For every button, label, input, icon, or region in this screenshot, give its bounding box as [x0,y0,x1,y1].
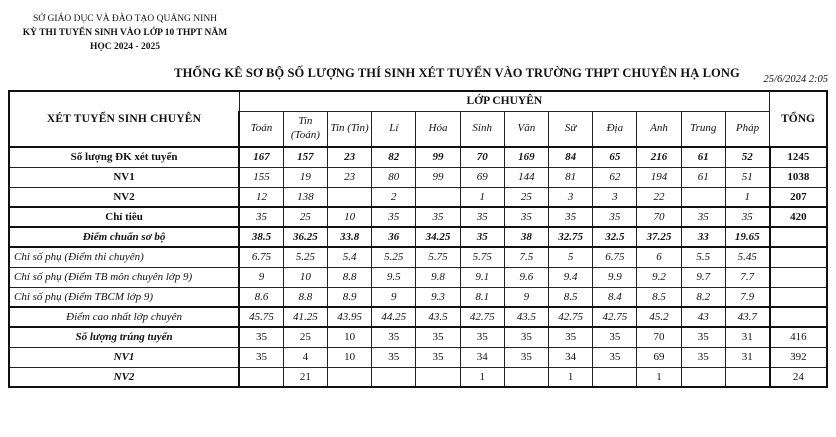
value-cell: 9 [239,267,283,287]
value-cell: 32.5 [593,227,637,247]
value-cell: 8.1 [460,287,504,307]
exam-name-line2: HỌC 2024 - 2025 [90,41,160,52]
total-cell: 392 [770,347,827,367]
value-cell: 52 [725,147,769,167]
value-cell: 35 [504,347,548,367]
row-label: Điểm chuẩn sơ bộ [9,227,239,247]
table-row [9,167,827,187]
value-cell: 42.75 [593,307,637,327]
total-cell [770,307,827,327]
value-cell: 42.75 [549,307,593,327]
value-cell: 22 [637,187,681,207]
value-cell [593,367,637,387]
row-label: Chỉ số phụ (Điểm TB môn chuyên lớp 9) [9,267,239,287]
value-cell: 8.9 [328,287,372,307]
value-cell: 34 [549,347,593,367]
value-cell: 35 [549,327,593,347]
table-row [9,187,827,207]
value-cell: 41.25 [283,307,327,327]
value-cell: 2 [372,187,416,207]
column-header: Tin (Toán) [283,111,327,147]
value-cell: 35 [239,207,283,227]
table-body [9,147,827,387]
value-cell: 81 [549,167,593,187]
row-label: Số lượng trúng tuyển [9,327,239,347]
value-cell: 61 [681,167,725,187]
value-cell: 70 [637,327,681,347]
column-header: Lí [372,111,416,147]
value-cell: 82 [372,147,416,167]
value-cell: 5.5 [681,247,725,267]
value-cell: 7.7 [725,267,769,287]
total-cell: 420 [770,207,827,227]
value-cell: 5.75 [416,247,460,267]
group-header-cell: LỚP CHUYÊN [239,91,770,111]
total-cell [770,227,827,247]
value-cell: 8.6 [239,287,283,307]
total-cell [770,287,827,307]
total-cell: 1038 [770,167,827,187]
value-cell: 80 [372,167,416,187]
value-cell: 19 [283,167,327,187]
value-cell: 69 [460,167,504,187]
value-cell: 8.2 [681,287,725,307]
value-cell: 5.4 [328,247,372,267]
corner-header-cell: XÉT TUYỂN SINH CHUYÊN [9,91,239,147]
table-row [9,307,827,327]
value-cell: 35 [372,207,416,227]
value-cell: 10 [328,207,372,227]
value-cell: 9.1 [460,267,504,287]
column-header: Văn [504,111,548,147]
value-cell: 35 [460,327,504,347]
value-cell: 45.75 [239,307,283,327]
value-cell: 5.45 [725,247,769,267]
value-cell: 9.2 [637,267,681,287]
value-cell: 35 [372,327,416,347]
value-cell: 157 [283,147,327,167]
column-header: Sinh [460,111,504,147]
value-cell [725,367,769,387]
value-cell: 35 [460,227,504,247]
value-cell: 9.4 [549,267,593,287]
value-cell: 38.5 [239,227,283,247]
value-cell: 9.8 [416,267,460,287]
value-cell: 23 [328,147,372,167]
value-cell [416,367,460,387]
value-cell: 61 [681,147,725,167]
value-cell: 35 [593,327,637,347]
table-row [9,267,827,287]
value-cell: 8.4 [593,287,637,307]
value-cell: 35 [504,207,548,227]
row-label: Số lượng ĐK xét tuyển [9,147,239,167]
value-cell: 9 [372,287,416,307]
table-row [9,347,827,367]
value-cell: 33 [681,227,725,247]
value-cell: 1 [637,367,681,387]
value-cell: 37.25 [637,227,681,247]
statistics-table [8,90,828,388]
total-cell: 416 [770,327,827,347]
value-cell: 4 [283,347,327,367]
table-row [9,147,827,167]
value-cell: 36 [372,227,416,247]
value-cell: 6.75 [239,247,283,267]
value-cell: 1 [460,367,504,387]
value-cell: 32.75 [549,227,593,247]
value-cell: 31 [725,327,769,347]
value-cell: 35 [681,207,725,227]
row-label: Chỉ số phụ (Điểm TBCM lớp 9) [9,287,239,307]
value-cell: 12 [239,187,283,207]
value-cell: 84 [549,147,593,167]
column-header: Pháp [725,111,769,147]
table-row [9,247,827,267]
row-label: Chỉ tiêu [9,207,239,227]
value-cell: 19.65 [725,227,769,247]
value-cell: 35 [681,347,725,367]
value-cell: 5.25 [283,247,327,267]
column-header: Anh [637,111,681,147]
table-row [9,287,827,307]
value-cell: 25 [283,207,327,227]
table-row [9,367,827,387]
value-cell: 43.5 [504,307,548,327]
value-cell [416,187,460,207]
value-cell: 7.9 [725,287,769,307]
value-cell: 169 [504,147,548,167]
table-row [9,227,827,247]
exam-name-line1: KỲ THI TUYỂN SINH VÀO LỚP 10 THPT NĂM [22,27,228,38]
agency-name: SỞ GIÁO DỤC VÀ ĐÀO TẠO QUẢNG NINH [32,14,218,24]
value-cell: 43 [681,307,725,327]
value-cell: 69 [637,347,681,367]
page-title: THỐNG KÊ SƠ BỘ SỐ LƯỢNG THÍ SINH XÉT TUYỂN VÀO TRƯỜNG THPT CHUYÊN HẠ LONG [174,66,740,80]
total-cell: 24 [770,367,827,387]
value-cell: 44.25 [372,307,416,327]
value-cell: 34 [460,347,504,367]
value-cell: 3 [549,187,593,207]
value-cell: 45.2 [637,307,681,327]
value-cell: 38 [504,227,548,247]
value-cell: 99 [416,167,460,187]
value-cell: 1 [725,187,769,207]
value-cell: 70 [637,207,681,227]
value-cell [328,187,372,207]
value-cell: 35 [239,327,283,347]
value-cell: 1 [460,187,504,207]
value-cell: 6 [637,247,681,267]
value-cell: 1 [549,367,593,387]
value-cell: 3 [593,187,637,207]
column-header: Trung [681,111,725,147]
value-cell: 35 [504,327,548,347]
value-cell: 23 [328,167,372,187]
value-cell: 33.8 [328,227,372,247]
report-timestamp: 25/6/2024 2:05 [763,74,828,85]
value-cell: 35 [239,347,283,367]
value-cell: 5 [549,247,593,267]
value-cell: 9.3 [416,287,460,307]
value-cell: 21 [283,367,327,387]
value-cell: 5.25 [372,247,416,267]
value-cell: 9.5 [372,267,416,287]
value-cell: 70 [460,147,504,167]
value-cell: 9.9 [593,267,637,287]
value-cell: 25 [283,327,327,347]
value-cell [328,367,372,387]
value-cell: 51 [725,167,769,187]
value-cell: 8.5 [637,287,681,307]
total-cell: 1245 [770,147,827,167]
value-cell: 9.6 [504,267,548,287]
value-cell: 35 [372,347,416,367]
value-cell: 42.75 [460,307,504,327]
row-label: Chỉ số phụ (Điểm thi chuyên) [9,247,239,267]
value-cell: 216 [637,147,681,167]
value-cell: 10 [283,267,327,287]
value-cell: 35 [416,327,460,347]
value-cell: 9.7 [681,267,725,287]
value-cell: 144 [504,167,548,187]
group-header-row [9,91,827,111]
column-header: Địa [593,111,637,147]
column-header: Tin (Tin) [328,111,372,147]
value-cell: 43.5 [416,307,460,327]
row-label: NV2 [9,367,239,387]
value-cell: 155 [239,167,283,187]
value-cell: 35 [725,207,769,227]
total-header-cell: TỔNG [770,91,827,147]
value-cell [239,367,283,387]
total-cell [770,247,827,267]
value-cell: 35 [593,207,637,227]
value-cell: 35 [593,347,637,367]
value-cell: 99 [416,147,460,167]
value-cell: 34.25 [416,227,460,247]
value-cell: 8.8 [283,287,327,307]
column-header: Sử [549,111,593,147]
value-cell: 5.75 [460,247,504,267]
value-cell: 9 [504,287,548,307]
row-label: NV1 [9,347,239,367]
value-cell: 65 [593,147,637,167]
row-label: NV2 [9,187,239,207]
value-cell: 25 [504,187,548,207]
value-cell [681,187,725,207]
value-cell: 31 [725,347,769,367]
value-cell: 43.7 [725,307,769,327]
row-label: NV1 [9,167,239,187]
value-cell [681,367,725,387]
value-cell: 7.5 [504,247,548,267]
agency-header [14,13,236,54]
total-cell [770,267,827,287]
value-cell: 62 [593,167,637,187]
column-header: Toán [239,111,283,147]
value-cell: 6.75 [593,247,637,267]
value-cell: 35 [549,207,593,227]
value-cell: 43.95 [328,307,372,327]
value-cell: 8.8 [328,267,372,287]
row-label: Điểm cao nhất lớp chuyên [9,307,239,327]
value-cell: 35 [416,207,460,227]
table-row [9,327,827,347]
value-cell: 10 [328,347,372,367]
value-cell [372,367,416,387]
value-cell: 35 [460,207,504,227]
value-cell [504,367,548,387]
column-header: Hóa [416,111,460,147]
value-cell: 10 [328,327,372,347]
table-header [9,91,827,147]
table-row [9,207,827,227]
value-cell: 36.25 [283,227,327,247]
total-cell: 207 [770,187,827,207]
value-cell: 167 [239,147,283,167]
value-cell: 194 [637,167,681,187]
value-cell: 35 [416,347,460,367]
value-cell: 138 [283,187,327,207]
value-cell: 8.5 [549,287,593,307]
value-cell: 35 [681,327,725,347]
